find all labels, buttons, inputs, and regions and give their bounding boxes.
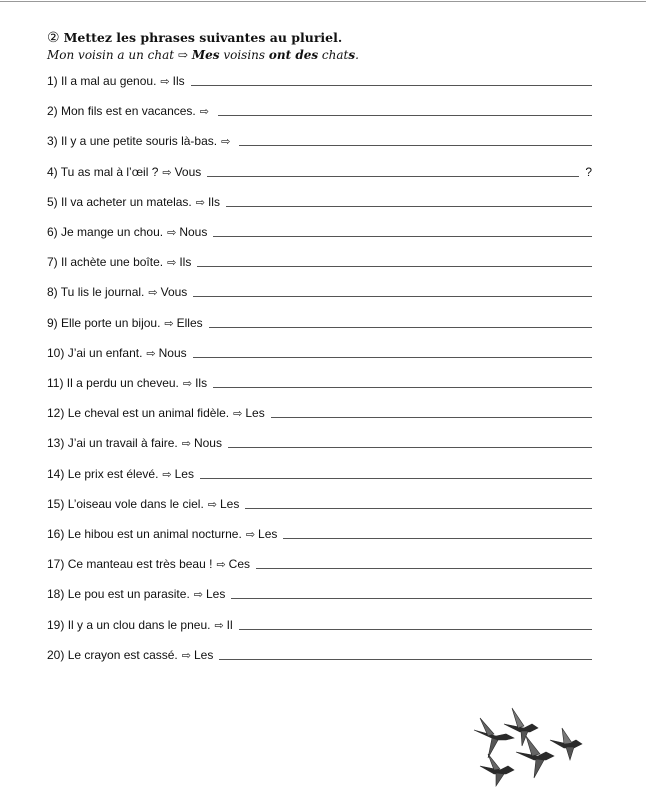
answer-start: Ils	[207, 194, 220, 209]
exercise-number: 2)	[47, 104, 58, 119]
exercise-number: 3)	[47, 134, 58, 149]
exercise-prompt	[47, 195, 220, 209]
exercise-prompt	[47, 467, 194, 481]
exercise-number: 8)	[47, 285, 58, 300]
arrow-icon: ⇨	[207, 498, 217, 511]
exercise-row	[47, 344, 592, 360]
top-border	[0, 1, 646, 2]
answer-blank[interactable]	[245, 507, 592, 509]
exercise-sentence: Il achète une boîte.	[61, 255, 164, 270]
answer-blank[interactable]	[191, 84, 592, 86]
answer-start: Elles	[176, 315, 203, 330]
answer-start: Les	[245, 406, 265, 421]
answer-start: Les	[206, 587, 226, 602]
arrow-icon: ⇨	[216, 559, 226, 572]
example-answer-3: ont des	[268, 48, 319, 62]
exercise-row	[47, 223, 592, 239]
arrow-icon: ⇨	[148, 287, 158, 300]
exercise-sentence: Il a mal au genou.	[61, 74, 157, 88]
arrow-icon: ⇨	[146, 347, 156, 360]
exercise-sentence: Il y a une petite souris là-bas.	[61, 134, 218, 149]
exercise-prompt	[47, 285, 187, 299]
exercise-row	[47, 585, 592, 601]
exercise-sentence: Le hibou est un animal nocturne.	[67, 527, 242, 541]
exercise-row	[47, 525, 592, 541]
arrow-icon: ⇨	[164, 317, 174, 330]
flying-geese-icon	[466, 700, 596, 790]
answer-blank[interactable]	[231, 597, 592, 599]
answer-start: Vous	[174, 164, 202, 179]
answer-blank[interactable]	[193, 356, 592, 358]
exercise-number: 9)	[47, 315, 58, 330]
answer-blank[interactable]	[213, 386, 592, 388]
exercise-prompt	[47, 406, 265, 420]
exercise-row	[47, 72, 592, 88]
arrow-icon: ⇨	[214, 619, 224, 632]
answer-blank[interactable]	[209, 326, 592, 328]
arrow-icon: ⇨	[167, 227, 177, 239]
exercise-row	[47, 465, 592, 481]
exercise-prompt	[47, 104, 212, 118]
exercise-prompt	[47, 497, 239, 511]
exercise-prompt	[47, 255, 191, 269]
answer-blank[interactable]	[239, 628, 592, 630]
exercise-row	[47, 616, 592, 632]
arrow-icon: ⇨	[245, 529, 256, 541]
answer-blank[interactable]	[207, 175, 579, 177]
exercise-sentence: Le pou est un parasite.	[67, 587, 190, 602]
exercise-heading	[47, 30, 342, 46]
exercise-prompt	[47, 376, 207, 390]
exercise-number: 12)	[47, 406, 65, 421]
exercise-row	[47, 404, 592, 420]
answer-start: Ils	[179, 255, 192, 270]
arrow-icon: ⇨	[181, 438, 191, 451]
exercise-prompt	[47, 618, 233, 632]
exercise-prompt	[47, 648, 213, 662]
answer-blank[interactable]	[219, 658, 592, 660]
exercise-sentence: Elle porte un bijou.	[61, 315, 161, 330]
exercise-row	[47, 646, 592, 662]
answer-start: Ils	[172, 74, 185, 88]
arrow-icon: ⇨	[177, 48, 188, 62]
exercise-number: 19)	[47, 617, 65, 632]
arrow-icon: ⇨	[195, 196, 205, 209]
example-answer-1: Mes	[191, 48, 220, 62]
answer-blank[interactable]	[256, 567, 592, 569]
exercise-sentence: Le crayon est cassé.	[67, 647, 178, 662]
exercise-sentence: Je mange un chou.	[61, 225, 164, 239]
arrow-icon: ⇨	[181, 649, 191, 662]
exercise-number: 1)	[47, 74, 58, 88]
exercise-row	[47, 555, 592, 571]
answer-start: Les	[220, 496, 240, 511]
exercise-prompt	[47, 316, 203, 330]
answer-blank[interactable]	[239, 144, 592, 146]
answer-blank[interactable]	[271, 416, 592, 418]
arrow-icon: ⇨	[193, 589, 203, 602]
exercise-sentence: Il va acheter un matelas.	[61, 194, 192, 209]
exercise-row	[47, 193, 592, 209]
exercise-row	[47, 434, 592, 450]
exercise-number: 11)	[47, 376, 64, 390]
exercise-number: 18)	[47, 587, 65, 602]
exercise-number: 4)	[47, 164, 58, 179]
answer-blank[interactable]	[213, 235, 592, 237]
exercise-number: 20)	[47, 647, 65, 662]
exercise-prompt	[47, 527, 277, 541]
exercise-row	[47, 495, 592, 511]
exercise-sentence: J’ai un travail à faire.	[67, 436, 178, 451]
exercise-number: 6)	[47, 225, 58, 239]
exercise-number: 17)	[47, 557, 65, 572]
exercise-prompt	[47, 225, 207, 239]
exercise-sentence: Il y a un clou dans le pneu.	[67, 617, 211, 632]
arrow-icon: ⇨	[160, 76, 170, 88]
exercise-sentence: Ce manteau est très beau !	[67, 557, 213, 572]
answer-blank[interactable]	[218, 114, 592, 116]
answer-blank[interactable]	[197, 265, 592, 267]
answer-end: ?	[585, 164, 592, 179]
exercise-row	[47, 253, 592, 269]
answer-start: Nous	[158, 345, 187, 360]
exercise-sentence: L’oiseau vole dans le ciel.	[67, 496, 204, 511]
answer-start: Ces	[228, 557, 250, 572]
exercise-prompt	[47, 587, 225, 601]
exercise-sentence: Mon fils est en vacances.	[61, 104, 196, 119]
exercise-sentence: Tu lis le journal.	[60, 285, 145, 300]
exercise-number: 7)	[47, 255, 58, 270]
exercise-instruction: Mettez les phrases suivantes au pluriel.	[63, 30, 343, 45]
example-answer-5: s	[348, 48, 356, 62]
exercise-number: ②	[47, 30, 60, 46]
exercise-prompt	[47, 557, 250, 571]
exercise-number: 5)	[47, 194, 58, 209]
exercise-row	[47, 283, 592, 299]
exercise-row	[47, 374, 592, 390]
exercise-prompt	[47, 134, 233, 148]
arrow-icon: ⇨	[221, 136, 231, 149]
answer-blank[interactable]	[283, 537, 592, 539]
answer-start: Nous	[193, 436, 222, 451]
exercise-sentence: Tu as mal à l’œil ?	[60, 164, 159, 179]
exercise-row	[47, 163, 592, 179]
answer-blank[interactable]	[226, 205, 592, 207]
arrow-icon: ⇨	[199, 106, 209, 119]
example-sentence	[47, 48, 359, 62]
example-answer-4: chat	[318, 48, 349, 62]
arrow-icon: ⇨	[182, 378, 193, 390]
answer-blank[interactable]	[193, 295, 592, 297]
example-answer-2: voisins	[219, 48, 269, 62]
answer-blank[interactable]	[228, 446, 592, 448]
answer-start: Ils	[195, 376, 208, 390]
answer-blank[interactable]	[200, 477, 592, 479]
answer-start: Nous	[179, 225, 208, 239]
exercise-prompt	[47, 346, 187, 360]
arrow-icon: ⇨	[162, 166, 172, 179]
answer-start: Les	[174, 466, 194, 481]
example-answer-6: .	[355, 48, 359, 62]
exercise-row	[47, 314, 592, 330]
exercise-sentence: Le prix est élevé.	[67, 466, 159, 481]
exercise-number: 14)	[47, 466, 65, 481]
answer-start: Les	[193, 647, 214, 662]
exercise-sentence: J’ai un enfant.	[67, 345, 143, 360]
exercise-prompt	[47, 165, 201, 179]
exercise-prompt	[47, 74, 185, 88]
exercise-number: 16)	[47, 527, 65, 541]
exercise-sentence: Il a perdu un cheveu.	[66, 376, 179, 390]
exercise-row	[47, 132, 592, 148]
answer-start: Vous	[160, 285, 188, 300]
arrow-icon: ⇨	[233, 408, 243, 421]
example-source: Mon voisin a un chat	[47, 48, 175, 62]
arrow-icon: ⇨	[162, 468, 172, 481]
exercise-row	[47, 102, 592, 118]
answer-start: Les	[258, 527, 278, 541]
exercise-number: 10)	[47, 345, 65, 360]
arrow-icon: ⇨	[167, 257, 177, 270]
answer-start: Il	[226, 617, 233, 632]
exercise-number: 13)	[47, 436, 65, 451]
exercise-sentence: Le cheval est un animal fidèle.	[67, 406, 230, 421]
exercise-number: 15)	[47, 496, 65, 511]
exercise-prompt	[47, 436, 222, 450]
